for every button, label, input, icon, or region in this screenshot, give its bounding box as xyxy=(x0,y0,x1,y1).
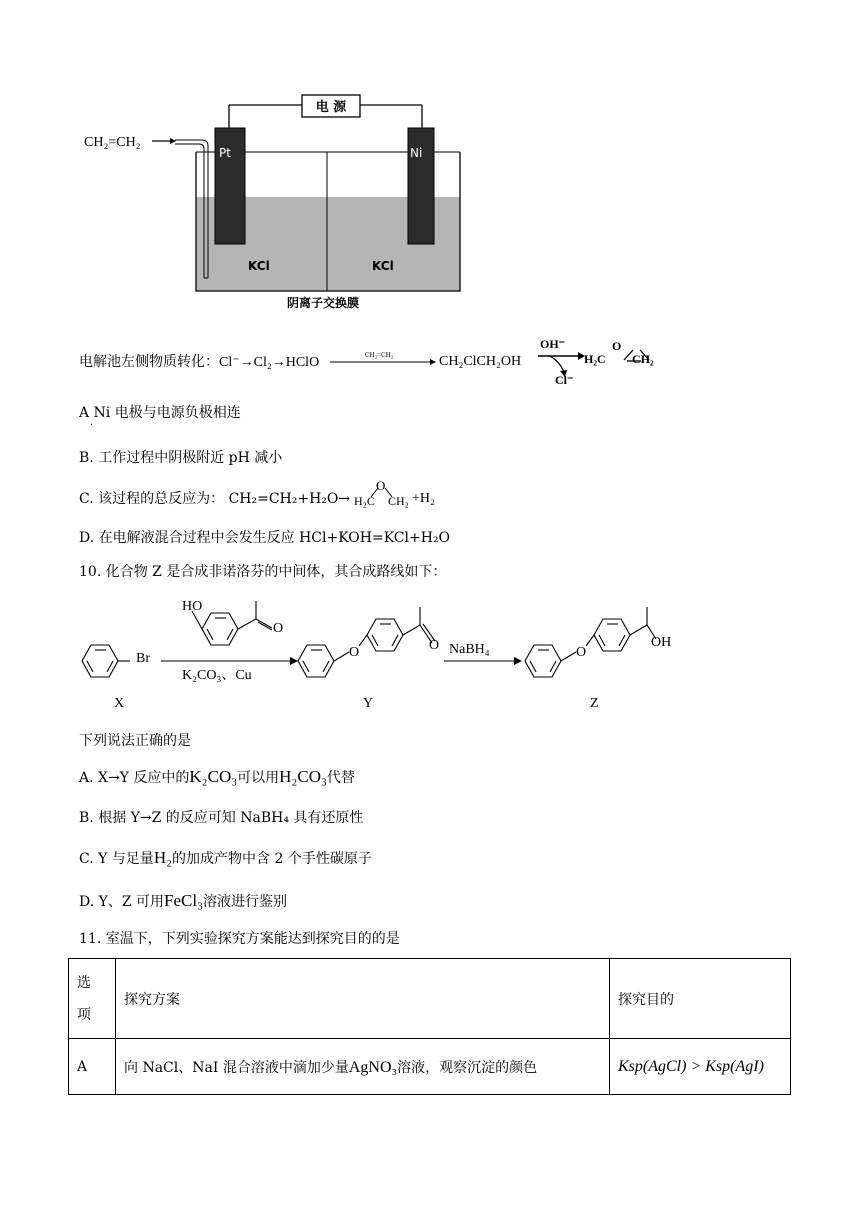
option-a-dot: · xyxy=(90,420,94,431)
c-epoxide-o: O xyxy=(376,478,386,493)
cl-label: Cl⁻ xyxy=(555,373,574,387)
conversion-chain: Cl⁻→Cl₂→HClO xyxy=(219,355,320,370)
q10-c-formula: H₂ xyxy=(153,848,173,867)
y-ketone-o: O xyxy=(429,638,440,653)
epoxide-ch2: CH₂ xyxy=(632,352,654,366)
q10-option-b: B. 根据 Y→Z 的反应可知 NaBH₄ 具有还原性 xyxy=(79,810,364,826)
row-a-option: A xyxy=(69,1039,116,1095)
header-option-line-2: 项 xyxy=(77,1006,91,1023)
q10-a-formula-1: K₂CO₃ xyxy=(189,767,238,786)
row-a-scheme-formula: AgNO₃ xyxy=(348,1058,398,1076)
q10-stem: 10. 化合物 Z 是合成非诺洛芬的中间体，其合成路线如下： xyxy=(79,564,447,580)
reagent-1-label: K₂CO₃、Cu xyxy=(182,668,252,683)
conversion-line xyxy=(79,352,319,373)
q10-c-post: 的加成产物中含 2 个手性碳原子 xyxy=(172,851,372,867)
epoxide-h2c: H₂C xyxy=(584,352,606,366)
reagent-ho-label: HO xyxy=(182,599,203,614)
c-epoxide-h2c: H₂C xyxy=(354,494,375,508)
q10-d-pre: D. Y、Z 可用 xyxy=(79,894,165,910)
row-a-scheme xyxy=(116,1039,610,1095)
epoxide-o: O xyxy=(612,339,622,353)
q10-a-pre: A. X→Y 反应中的 xyxy=(79,770,190,786)
ni-electrode-label: Ni xyxy=(410,146,423,160)
c-suffix: +H₂ xyxy=(412,491,435,506)
z-ether-o: O xyxy=(576,645,587,660)
q10-option-d xyxy=(79,891,287,912)
row-a-scheme-post: 溶液，观察沉淀的颜色 xyxy=(397,1059,538,1076)
reagent-ketone-o: O xyxy=(273,621,284,636)
right-kcl-label: KCl xyxy=(372,259,394,273)
pt-electrode-label: Pt xyxy=(219,146,231,160)
y-ether-o: O xyxy=(349,645,360,660)
q11-table xyxy=(68,958,791,1095)
q9-option-c-prefix: C. 该过程的总反应为： CH₂=CH₂+H₂O→ xyxy=(79,491,351,507)
compound-z-label: Z xyxy=(590,696,599,711)
q10-d-formula: FeCl₃ xyxy=(164,891,204,910)
q10-a-formula-2: H₂CO₃ xyxy=(279,767,327,786)
q10-d-post: 溶液进行鉴别 xyxy=(203,894,288,910)
q10-c-pre: C. Y 与足量 xyxy=(79,851,154,867)
left-kcl-label: KCl xyxy=(248,259,270,273)
q9-option-c xyxy=(79,489,350,509)
conversion-prefix: 电解池左侧物质转化： xyxy=(79,354,219,370)
q10-option-c xyxy=(79,848,372,869)
compound-y-label: Y xyxy=(363,696,374,711)
oh-label: OH⁻ xyxy=(540,337,566,351)
table-row xyxy=(69,1039,791,1095)
q9-option-b: B. 工作过程中阴极附近 pH 减小 xyxy=(79,450,283,466)
row-a-scheme-pre: 向 NaCl、NaI 混合溶液中滴加少量 xyxy=(124,1059,349,1076)
arrow-reagent: CH₂=CH₂ xyxy=(365,351,394,359)
q10-ask: 下列说法正确的是 xyxy=(79,733,191,749)
electrolysis-cell-diagram xyxy=(80,90,480,315)
z-oh-label: OH xyxy=(651,635,672,650)
q9-option-a: A Ni 电极与电源负极相连 xyxy=(79,405,241,421)
compound-x-label: X xyxy=(114,696,125,711)
membrane-label: 阴离子交换膜 xyxy=(287,296,360,310)
q10-option-a xyxy=(79,767,355,788)
x-br-label: Br xyxy=(136,651,150,666)
q11-stem: 11. 室温下，下列实验探究方案能达到探究目的的是 xyxy=(79,931,400,947)
c-epoxide-ch2: CH₂ xyxy=(388,494,409,508)
row-a-purpose: Ksp(AgCl) > Ksp(AgI) xyxy=(610,1039,791,1095)
q10-synthesis-scheme xyxy=(74,595,694,710)
header-option-line-1: 选 xyxy=(77,974,91,991)
ethylene-feed-label: CH₂=CH₂ xyxy=(84,135,141,150)
header-purpose: 探究目的 xyxy=(610,959,791,1039)
power-source-label: 电 源 xyxy=(315,100,347,115)
q10-a-mid: 可以用 xyxy=(237,770,280,786)
header-scheme: 探究方案 xyxy=(116,959,610,1039)
q10-a-post: 代替 xyxy=(326,770,355,786)
header-option xyxy=(69,959,116,1039)
intermediate-label: CH₂ClCH₂OH xyxy=(439,354,522,369)
reagent-2-label: NaBH₄ xyxy=(449,642,490,657)
table-header-row xyxy=(69,959,791,1039)
q9-option-d: D. 在电解液混合过程中会发生反应 HCl+KOH=KCl+H₂O xyxy=(79,530,451,546)
